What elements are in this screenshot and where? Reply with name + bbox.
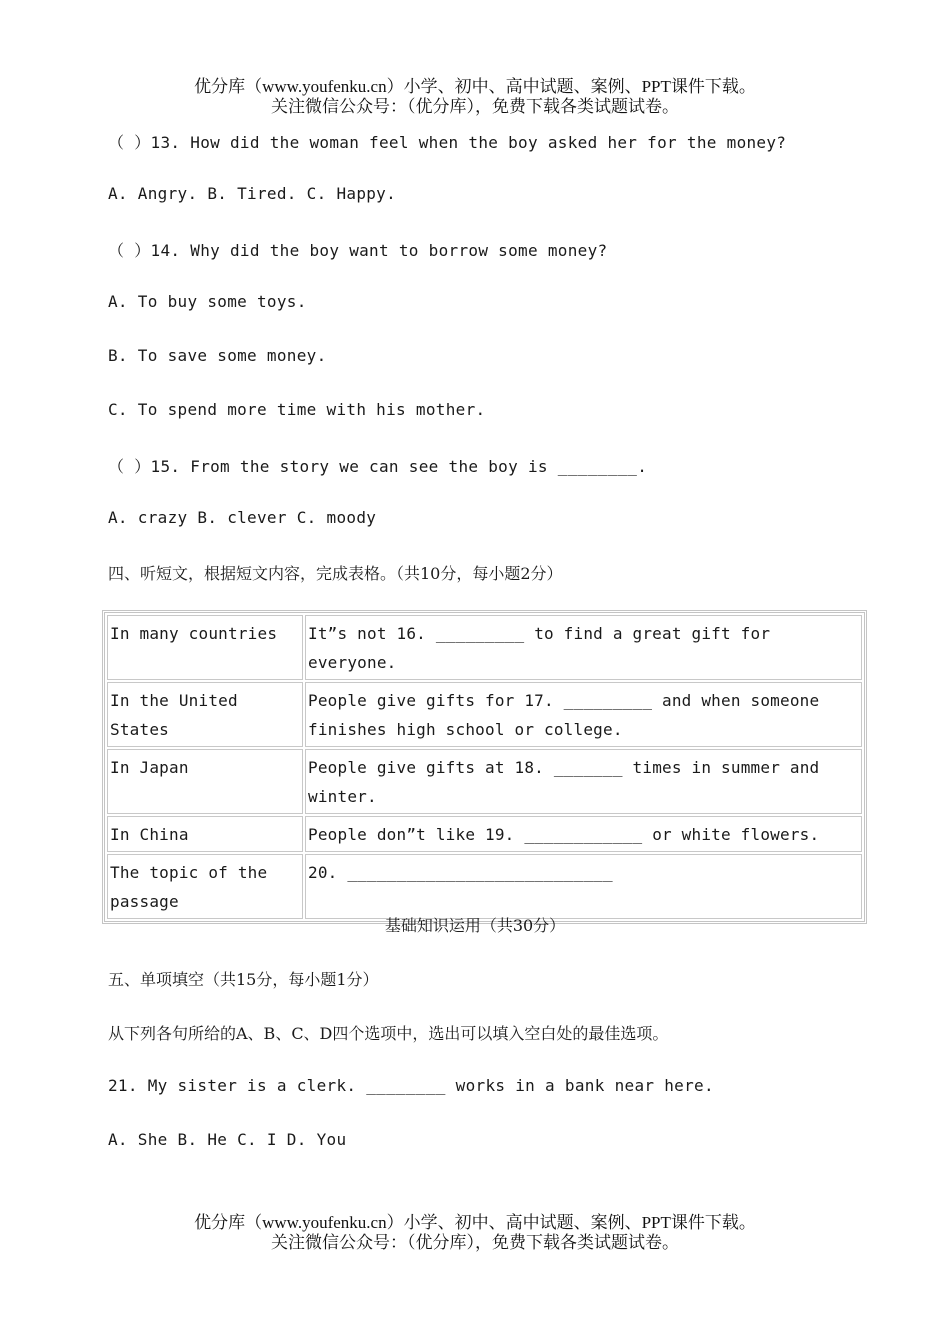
section-5-title: 五、单项填空（共15分，每小题1分） xyxy=(108,970,379,989)
table-row xyxy=(107,749,862,814)
answer-blank-18: _______ xyxy=(553,758,623,777)
question-15-options: A. crazy B. clever C. moody xyxy=(108,508,377,527)
question-21-options: A. She B. He C. I D. You xyxy=(108,1130,347,1149)
table-cell-content xyxy=(305,615,862,680)
page-footer xyxy=(0,1213,950,1253)
table-cell-label: In the United States xyxy=(107,682,303,747)
table-cell-label: In many countries xyxy=(107,615,303,680)
cell-text: times in summer and winter. xyxy=(308,758,820,806)
answer-blank-20: ___________________________ xyxy=(347,863,613,882)
cell-text: It”s not 16. xyxy=(308,624,426,643)
footer-line-1: 优分库（www.youfenku.cn）小学、初中、高中试题、案例、PPT课件下载。 xyxy=(194,1213,756,1232)
table-cell-content xyxy=(305,854,862,919)
table-cell-content xyxy=(305,682,862,747)
question-14-option-a: A. To buy some toys. xyxy=(108,292,307,311)
cell-text: People give gifts at 18. xyxy=(308,758,544,777)
header-line-1: 优分库（www.youfenku.cn）小学、初中、高中试题、案例、PPT课件下载。 xyxy=(194,77,756,96)
cell-text: and when someone finishes high school or college. xyxy=(308,691,820,739)
table-cell-label: In Japan xyxy=(107,749,303,814)
answer-blank-16: _________ xyxy=(435,624,525,643)
table-cell-content xyxy=(305,816,862,852)
table-cell-label: In China xyxy=(107,816,303,852)
table-row xyxy=(107,854,862,919)
header-line-2: 关注微信公众号：（优分库），免费下载各类试题试卷。 xyxy=(271,97,679,116)
table-cell-content xyxy=(305,749,862,814)
question-15: （ ）15. From the story we can see the boy is ________. xyxy=(108,457,648,476)
answer-blank-19: ____________ xyxy=(524,825,643,844)
question-14: （ ）14. Why did the boy want to borrow some money? xyxy=(108,241,608,260)
page-header xyxy=(0,77,950,117)
table-row xyxy=(107,682,862,747)
table-row xyxy=(107,816,862,852)
question-13-options: A. Angry. B. Tired. C. Happy. xyxy=(108,184,397,203)
table-cell-label: The topic of the passage xyxy=(107,854,303,919)
footer-line-2: 关注微信公众号：（优分库），免费下载各类试题试卷。 xyxy=(271,1233,679,1252)
question-13: （ ）13. How did the woman feel when the boy asked her for the money? xyxy=(108,133,787,152)
part-title: 基础知识运用（共30分） xyxy=(384,916,566,935)
listening-table xyxy=(102,610,867,924)
cell-text: or white flowers. xyxy=(652,825,820,844)
cell-text: People give gifts for 17. xyxy=(308,691,554,710)
table-row xyxy=(107,615,862,680)
cell-text: People don”t like 19. xyxy=(308,825,515,844)
question-21: 21. My sister is a clerk. ________ works in a bank near here. xyxy=(108,1076,714,1095)
answer-blank-17: _________ xyxy=(563,691,653,710)
section-4-title: 四、听短文，根据短文内容，完成表格。（共10分，每小题2分） xyxy=(108,564,563,583)
question-14-option-b: B. To save some money. xyxy=(108,346,327,365)
cell-text: 20. xyxy=(308,863,338,882)
cell-text: to find a great gift for everyone. xyxy=(308,624,771,672)
section-5-instruction: 从下列各句所给的A、B、C、D四个选项中，选出可以填入空白处的最佳选项。 xyxy=(108,1024,669,1043)
question-14-option-c: C. To spend more time with his mother. xyxy=(108,400,486,419)
